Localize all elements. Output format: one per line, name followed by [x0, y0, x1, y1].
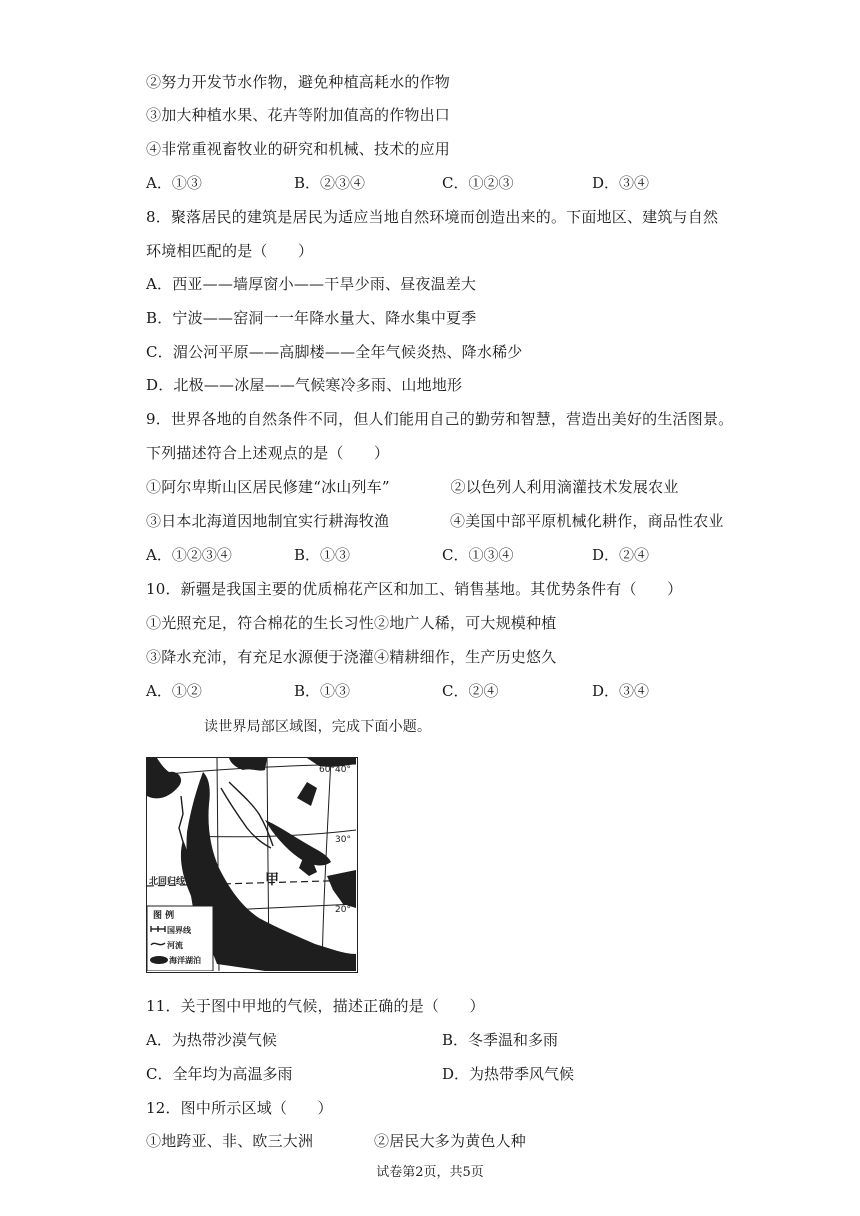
q12-statements-1-2: ①地跨亚、非、欧三大洲 ②居民大多为黄色人种 [146, 1132, 527, 1150]
q9-option-d[interactable]: D．②④ [592, 546, 650, 564]
q7-option-d[interactable]: D．③④ [592, 174, 650, 192]
page-footer: 试卷第2页，共5页 [376, 1165, 484, 1180]
q11-option-d[interactable]: D．为热带季风气候 [442, 1065, 575, 1083]
legend-border-label: 国界线 [167, 926, 191, 935]
q8-option-b[interactable]: B．宁波——窑洞一一年降水量大、降水集中夏季 [146, 309, 477, 327]
q10-option-a[interactable]: A．①② [146, 682, 202, 700]
q7-option-b[interactable]: B．②③④ [294, 174, 366, 192]
lat-20-label: 20° [335, 905, 351, 915]
q10-statements-1-2: ①光照充足，符合棉花的生长习性②地广人稀，可大规模种植 [146, 614, 557, 632]
place-jia-label: 甲 [265, 872, 279, 888]
q10-stem: 10．新疆是我国主要的优质棉花产区和加工、销售基地。其优势条件有（ ） [146, 580, 683, 598]
tropic-of-cancer-label: 北回归线 [149, 877, 186, 887]
q11-option-b[interactable]: B．冬季温和多雨 [442, 1031, 559, 1049]
q9-option-c[interactable]: C．①③④ [442, 546, 514, 564]
q8-option-a[interactable]: A．西亚——墙厚窗小——干旱少雨、昼夜温差大 [146, 275, 477, 293]
q7-option-a[interactable]: A．①③ [146, 174, 202, 192]
q10-option-b[interactable]: B．①③ [294, 682, 351, 700]
q10-statements-3-4: ③降水充沛，有充足水源便于浇灌④精耕细作，生产历史悠久 [146, 648, 557, 666]
legend-river-label: 河流 [167, 941, 183, 950]
lat-30-label: 30° [335, 835, 351, 845]
q9-option-a[interactable]: A．①②③④ [146, 546, 232, 564]
map-legend [147, 906, 213, 971]
q9-statements-1-2: ①阿尔卑斯山区居民修建“冰山列车” ②以色列人利用滴灌技术发展农业 [146, 478, 679, 496]
q7-statement-4: ④非常重视畜牧业的研究和机械、技术的应用 [146, 140, 451, 158]
q8-option-d[interactable]: D．北极——冰屋——气候寒冷多雨、山地地形 [146, 376, 463, 394]
map-drawing [147, 758, 356, 971]
legend-title: 图 例 [153, 911, 175, 921]
q9-option-b[interactable]: B．①③ [294, 546, 351, 564]
q10-option-c[interactable]: C．②④ [442, 682, 499, 700]
lat-40-label: 40° [335, 765, 351, 775]
q11-option-c[interactable]: C．全年均为高温多雨 [146, 1065, 293, 1083]
map-instruction: 读世界局部区域图，完成下面小题。 [204, 719, 432, 735]
q8-option-c[interactable]: C．湄公河平原——高脚楼——全年气候炎热、降水稀少 [146, 343, 523, 361]
q10-option-d[interactable]: D．③④ [592, 682, 650, 700]
q9-stem-line-2: 下列描述符合上述观点的是（ ） [146, 444, 390, 462]
q9-stem-line-1: 9．世界各地的自然条件不同，但人们能用自己的勤劳和智慧，营造出美好的生活图景。 [146, 410, 734, 428]
q8-stem-line-1: 8．聚落居民的建筑是居民为适应当地自然环境而创造出来的。下面地区、建筑与自然 [146, 208, 719, 226]
world-region-map [146, 757, 358, 973]
q11-stem: 11．关于图中甲地的气候，描述正确的是（ ） [146, 997, 485, 1015]
lat-60-label: 60° [319, 765, 335, 775]
q11-option-a[interactable]: A．为热带沙漠气候 [146, 1031, 277, 1049]
q9-statements-3-4: ③日本北海道因地制宜实行耕海牧渔 ④美国中部平原机械化耕作，商品性农业 [146, 512, 724, 530]
legend-sea-label: 海洋湖泊 [169, 956, 201, 965]
q8-stem-line-2: 环境相匹配的是（ ） [146, 242, 314, 260]
q7-option-c[interactable]: C．①②③ [442, 174, 514, 192]
q7-statement-2: ②努力开发节水作物，避免种植高耗水的作物 [146, 73, 451, 91]
q7-statement-3: ③加大种植水果、花卉等附加值高的作物出口 [146, 106, 451, 124]
sea-lake-symbol [150, 956, 168, 964]
q12-stem: 12．图中所示区域（ ） [146, 1099, 333, 1117]
